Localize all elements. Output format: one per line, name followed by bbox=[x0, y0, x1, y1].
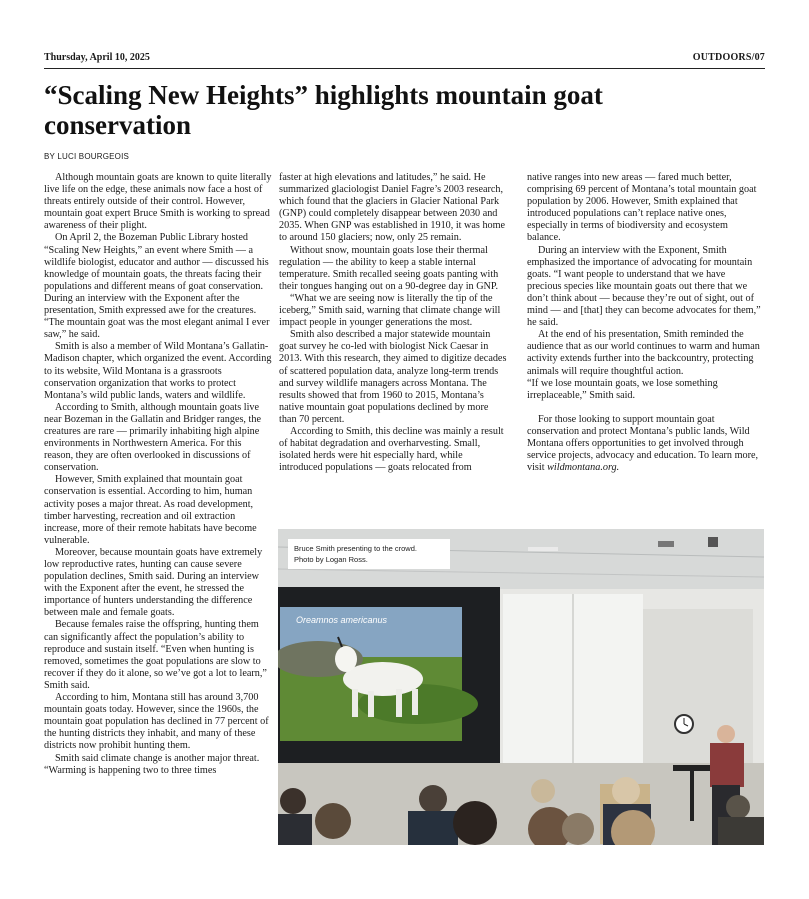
paragraph: According to him, Montana still has around 3,700 mountain goats today. However, since the 1960s, the mountain goat population has declined in 77 percent of the hunting districts they inhabit, and many of these districts now prohibit hunting them. bbox=[44, 692, 269, 752]
photo-illustration bbox=[278, 529, 764, 845]
article-column-3 bbox=[527, 172, 762, 474]
caption-line-2: Photo by Logan Ross. bbox=[294, 555, 368, 564]
paragraph: During an interview with the Exponent, Smith emphasized the importance of advocating for mountain goats. “I want people to understand that we have precious species like mountain goats out there that we don’t think about — because they’re out of sight, out of mind — and [that] they can become advocates for them,” he said. bbox=[527, 244, 761, 329]
closing-paragraph bbox=[527, 414, 762, 474]
paragraph: However, Smith explained that mountain goat conservation is essential. According to him, human activity poses a major threat. As road development, timber harvesting, recreation and oil extraction increase, more of their remote habitats have become vulnerable. bbox=[44, 474, 257, 546]
closing-text: For those looking to support mountain goat conservation and protect Montana’s public lands, Wild Montana offers opportunities to get involved through service projects, advocacy and education. To learn more, visit bbox=[527, 413, 759, 474]
caption-line-1: Bruce Smith presenting to the crowd. bbox=[294, 544, 417, 553]
paragraph: Smith also described a major statewide mountain goat survey he co-led with biologist Nick Caesar in 2013. With this research, they aimed to digitize decades of scattered population data, analyze long-term trends and survey wildlife managers across Montana. The results showed that from 1960 to 2015, Montana’s native mountain goat populations declined by more than 70 percent. bbox=[279, 329, 507, 425]
byline: BY LUCI BOURGEOIS bbox=[44, 152, 130, 161]
headline: “Scaling New Heights” highlights mountain goat conservation bbox=[44, 80, 603, 140]
header-rule bbox=[44, 68, 765, 69]
slide-title: Oreamnos americanus bbox=[296, 615, 388, 625]
paragraph: On April 2, the Bozeman Public Library hosted “Scaling New Heights,” an event where Smith — a wildlife biologist, educator and author — discussed his knowledge of mountain goats, the threats facing their populations and different means of goat conservation. During an interview with the Exponent after the presentation, Smith expressed awe for the creatures. “The mountain goat was the most elegant animal I ever saw,” he said. bbox=[44, 232, 270, 341]
paragraph: faster at high elevations and latitudes,” he said. He summarized glaciologist Daniel Fagre’s 2003 research, which found that the glaciers in Glacier National Park (GNP) could completely disappear between 2030 and 2035. When GNP was established in 1910, it was home to around 150 glaciers; now, only 25 remain. bbox=[279, 172, 506, 244]
website-link[interactable]: wildmontana.org. bbox=[547, 462, 620, 474]
quote-paragraph: “If we lose mountain goats, we lose something irreplaceable,” Smith said. bbox=[527, 377, 718, 401]
paragraph: Smith is also a member of Wild Montana’s Gallatin-Madison chapter, which organized the event. According to its website, Wild Montana is a grassroots conservation organization that works to protect Montana’s wild public lands, waters and wildlife. bbox=[44, 341, 272, 401]
paragraph: Without snow, mountain goats lose their thermal regulation — the ability to keep a stable internal temperature. Smith recalled seeing goats panting with their tongues hanging out on a 90-degree day in GNP. bbox=[279, 244, 499, 292]
paragraph: Because females raise the offspring, hunting them can significantly affect the population’s ability to reproduce and sustain itself. “Even when hunting is removed, sometimes the goat populations are slow to recover if they do it alone, so we’ve got a lot to learn,” Smith said. bbox=[44, 619, 267, 691]
event-photo bbox=[278, 529, 764, 845]
photo-caption bbox=[288, 539, 450, 569]
paragraph: At the end of his presentation, Smith reminded the audience that as our world continues to warm and human activity extends further into the backcountry, protecting animals will require thoughtful action. bbox=[527, 329, 760, 377]
paragraph: According to Smith, this decline was mainly a result of habitat degradation and overharvesting. Small, isolated herds were hit especially hard, while introduced populations — goats relocated from bbox=[279, 425, 504, 474]
paragraph: Although mountain goats are known to quite literally live life on the edge, these animals now face a host of threats entirely outside of their control. However, mountain goat expert Bruce Smith is working to spread awareness of their plight. bbox=[44, 172, 272, 232]
paragraph-gap bbox=[527, 402, 762, 414]
section-label: OUTDOORS/07 bbox=[692, 52, 765, 63]
paragraph: Smith said climate change is another major threat. “Warming is happening two to three times bbox=[44, 752, 260, 776]
paragraph: Moreover, because mountain goats have extremely low reproductive rates, hunting can cause severe population declines, Smith said. During an interview with the Exponent after the event, he stressed the importance of hunters understanding the difference between male and female goats. bbox=[44, 546, 263, 619]
dateline: Thursday, April 10, 2025 bbox=[44, 52, 150, 63]
article-column-2 bbox=[279, 172, 507, 474]
paragraph: According to Smith, although mountain goats live near Bozeman in the Gallatin and Bridger ranges, the creatures are rare — primarily inhabiting high alpine environments in Northwestern America. For this reason, they are often overlooked in discussions of conservation. bbox=[44, 401, 261, 474]
paragraph: “What we are seeing now is literally the tip of the iceberg,” Smith said, warning that climate change will impact people in younger generations the most. bbox=[279, 292, 501, 329]
paragraph: native ranges into new areas — fared much better, comprising 69 percent of Montana’s total mountain goat population by 2006. However, Smith explained that introduced populations can’t replace native ones, especially in terms of biodiversity and ecosystem balance. bbox=[527, 172, 757, 244]
article-column-1 bbox=[44, 172, 272, 777]
